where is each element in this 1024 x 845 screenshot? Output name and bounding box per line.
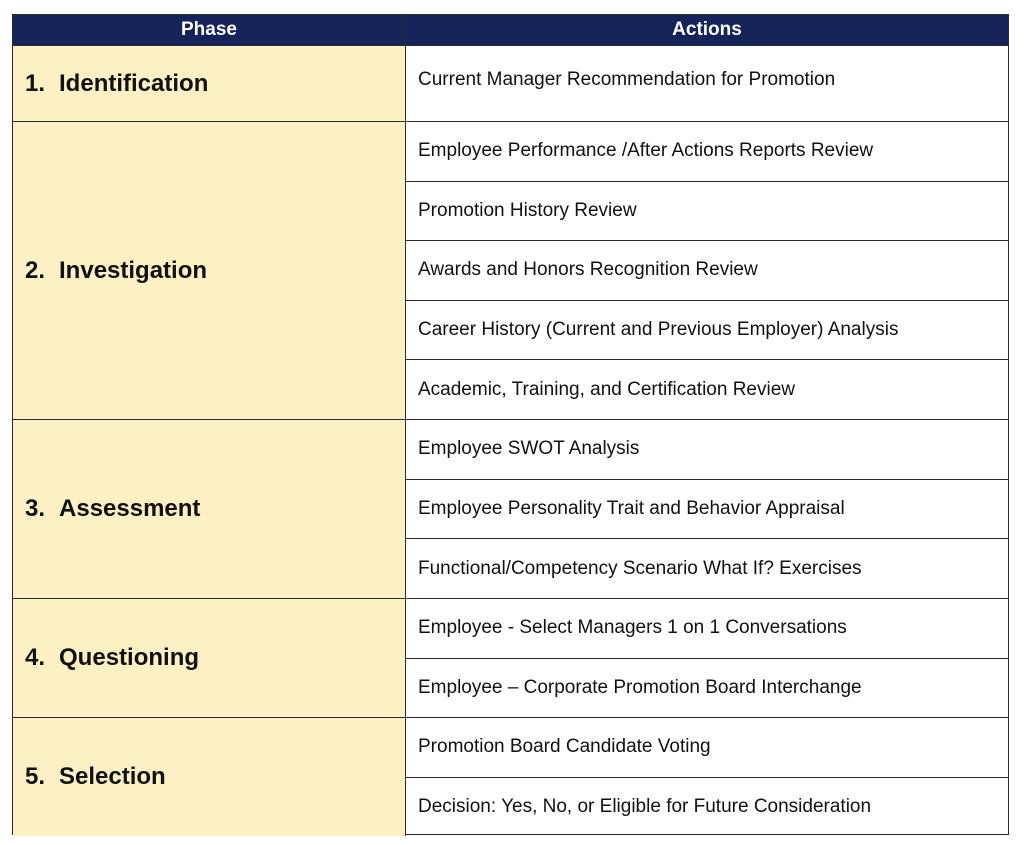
phase-name: Investigation	[59, 256, 208, 284]
action-cell: Decision: Yes, No, or Eligible for Future Consideration	[406, 777, 1008, 837]
actions-column-header: Actions	[405, 15, 1008, 45]
action-cell: Functional/Competency Scenario What If? Exercises	[406, 538, 1008, 598]
action-cell: Employee SWOT Analysis	[418, 438, 640, 460]
action-cell: Current Manager Recommendation for Promotion	[418, 68, 836, 90]
phase-cell	[13, 718, 405, 836]
phase-name: Identification	[59, 69, 209, 97]
phase-name: Assessment	[59, 495, 201, 522]
actions-column	[405, 122, 1008, 419]
actions-column	[405, 46, 1008, 121]
phase-name: Questioning	[59, 644, 200, 671]
phase-cell	[13, 122, 405, 419]
phase-number: 1.	[25, 69, 46, 97]
phase-number: 4.	[25, 644, 46, 671]
phase-group-selection	[13, 717, 1008, 836]
action-cell: Promotion History Review	[406, 181, 1008, 241]
phase-column-header: Phase	[181, 19, 237, 40]
phase-number: 2.	[25, 256, 46, 284]
action-cell: Academic, Training, and Certification Review	[406, 359, 1008, 419]
phase-group-identification	[13, 45, 1008, 121]
action-cell: Awards and Honors Recognition Review	[406, 240, 1008, 300]
action-cell: Career History (Current and Previous Employer) Analysis	[406, 300, 1008, 360]
phase-cell	[13, 420, 405, 598]
action-cell: Employee – Corporate Promotion Board Interchange	[406, 658, 1008, 718]
action-cell: Employee Performance /After Actions Reports Review	[418, 140, 874, 162]
actions-column	[405, 420, 1008, 598]
phase-actions-table	[12, 14, 1009, 835]
phase-group-questioning	[13, 598, 1008, 717]
phase-cell	[13, 46, 405, 121]
phase-number: 5.	[25, 763, 46, 790]
phase-name: Selection	[59, 763, 166, 790]
table-header-row	[13, 15, 1008, 45]
phase-group-assessment	[13, 419, 1008, 598]
action-cell: Promotion Board Candidate Voting	[418, 736, 711, 758]
phase-group-investigation	[13, 121, 1008, 419]
actions-column	[405, 718, 1008, 836]
action-cell: Employee - Select Managers 1 on 1 Conversations	[418, 617, 847, 639]
phase-cell	[13, 599, 405, 717]
action-cell: Employee Personality Trait and Behavior Appraisal	[406, 479, 1008, 539]
actions-column	[405, 599, 1008, 717]
phase-number: 3.	[25, 495, 46, 522]
